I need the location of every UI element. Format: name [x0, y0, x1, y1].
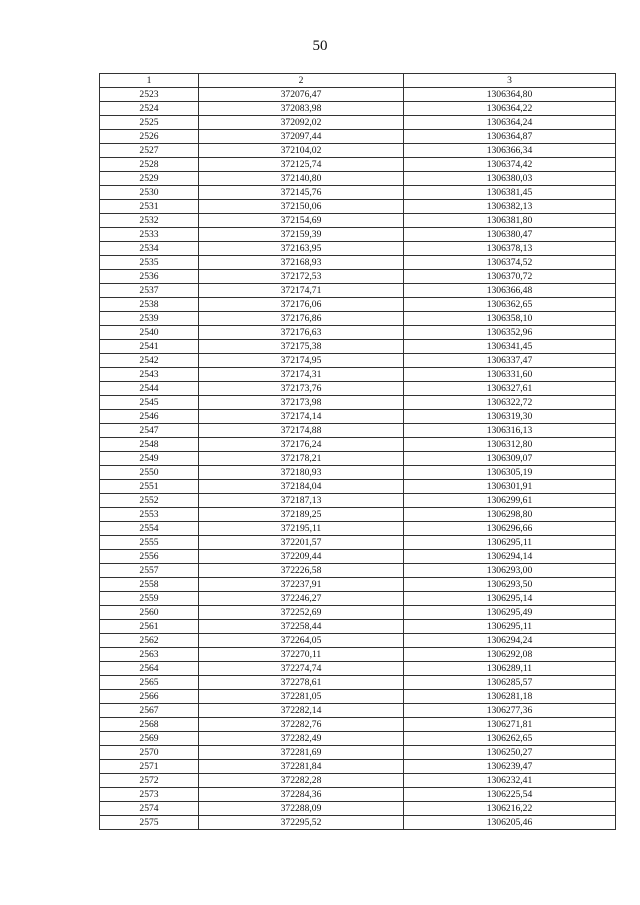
table-row — [100, 550, 616, 564]
x-coordinate-cell: 372270,11 — [199, 648, 404, 662]
x-coordinate-cell: 372174,88 — [199, 424, 404, 438]
y-coordinate-cell: 1306341,45 — [404, 340, 616, 354]
table-row — [100, 522, 616, 536]
point-number-cell: 2527 — [100, 144, 199, 158]
y-coordinate-cell: 1306380,47 — [404, 228, 616, 242]
point-number-cell: 2561 — [100, 620, 199, 634]
y-coordinate-cell: 1306305,19 — [404, 466, 616, 480]
y-coordinate-cell: 1306374,52 — [404, 256, 616, 270]
point-number-cell: 2530 — [100, 186, 199, 200]
point-number-cell: 2526 — [100, 130, 199, 144]
y-coordinate-cell: 1306374,42 — [404, 158, 616, 172]
point-number-cell: 2572 — [100, 774, 199, 788]
table-row — [100, 732, 616, 746]
table-row — [100, 410, 616, 424]
x-coordinate-cell: 372195,11 — [199, 522, 404, 536]
x-coordinate-cell: 372173,76 — [199, 382, 404, 396]
table-row — [100, 662, 616, 676]
y-coordinate-cell: 1306262,65 — [404, 732, 616, 746]
y-coordinate-cell: 1306362,65 — [404, 298, 616, 312]
table-row — [100, 396, 616, 410]
table-row — [100, 368, 616, 382]
point-number-cell: 2550 — [100, 466, 199, 480]
x-coordinate-cell: 372184,04 — [199, 480, 404, 494]
x-coordinate-cell: 372264,05 — [199, 634, 404, 648]
y-coordinate-cell: 1306216,22 — [404, 802, 616, 816]
point-number-cell: 2541 — [100, 340, 199, 354]
x-coordinate-cell: 372140,80 — [199, 172, 404, 186]
table-row — [100, 382, 616, 396]
y-coordinate-cell: 1306294,14 — [404, 550, 616, 564]
table-row — [100, 172, 616, 186]
x-coordinate-cell: 372281,05 — [199, 690, 404, 704]
point-number-cell: 2567 — [100, 704, 199, 718]
y-coordinate-cell: 1306319,30 — [404, 410, 616, 424]
point-number-cell: 2570 — [100, 746, 199, 760]
x-coordinate-cell: 372281,84 — [199, 760, 404, 774]
table-row — [100, 606, 616, 620]
x-coordinate-cell: 372258,44 — [199, 620, 404, 634]
y-coordinate-cell: 1306381,45 — [404, 186, 616, 200]
table-row — [100, 242, 616, 256]
table-row — [100, 340, 616, 354]
table-row — [100, 144, 616, 158]
table-row — [100, 760, 616, 774]
point-number-cell: 2534 — [100, 242, 199, 256]
x-coordinate-cell: 372083,98 — [199, 102, 404, 116]
point-number-cell: 2547 — [100, 424, 199, 438]
point-number-cell: 2569 — [100, 732, 199, 746]
point-number-cell: 2574 — [100, 802, 199, 816]
x-coordinate-cell: 372176,06 — [199, 298, 404, 312]
point-number-cell: 2525 — [100, 116, 199, 130]
y-coordinate-cell: 1306250,27 — [404, 746, 616, 760]
y-coordinate-cell: 1306205,46 — [404, 816, 616, 830]
x-coordinate-cell: 372125,74 — [199, 158, 404, 172]
y-coordinate-cell: 1306292,08 — [404, 648, 616, 662]
table-row — [100, 312, 616, 326]
y-coordinate-cell: 1306380,03 — [404, 172, 616, 186]
table-row — [100, 564, 616, 578]
table-row — [100, 326, 616, 340]
column-header-2: 2 — [199, 74, 404, 88]
x-coordinate-cell: 372180,93 — [199, 466, 404, 480]
x-coordinate-cell: 372176,24 — [199, 438, 404, 452]
y-coordinate-cell: 1306301,91 — [404, 480, 616, 494]
x-coordinate-cell: 372159,39 — [199, 228, 404, 242]
point-number-cell: 2523 — [100, 88, 199, 102]
table-row — [100, 354, 616, 368]
table-row — [100, 466, 616, 480]
point-number-cell: 2544 — [100, 382, 199, 396]
point-number-cell: 2565 — [100, 676, 199, 690]
table-row — [100, 452, 616, 466]
x-coordinate-cell: 372176,63 — [199, 326, 404, 340]
y-coordinate-cell: 1306370,72 — [404, 270, 616, 284]
x-coordinate-cell: 372154,69 — [199, 214, 404, 228]
table-row — [100, 676, 616, 690]
point-number-cell: 2562 — [100, 634, 199, 648]
x-coordinate-cell: 372174,14 — [199, 410, 404, 424]
table-row — [100, 508, 616, 522]
x-coordinate-cell: 372288,09 — [199, 802, 404, 816]
x-coordinate-cell: 372187,13 — [199, 494, 404, 508]
x-coordinate-cell: 372282,49 — [199, 732, 404, 746]
point-number-cell: 2555 — [100, 536, 199, 550]
x-coordinate-cell: 372189,25 — [199, 508, 404, 522]
table-row — [100, 158, 616, 172]
y-coordinate-cell: 1306298,80 — [404, 508, 616, 522]
y-coordinate-cell: 1306294,24 — [404, 634, 616, 648]
table-row — [100, 718, 616, 732]
y-coordinate-cell: 1306285,57 — [404, 676, 616, 690]
table-row — [100, 200, 616, 214]
table-row — [100, 648, 616, 662]
y-coordinate-cell: 1306364,80 — [404, 88, 616, 102]
point-number-cell: 2545 — [100, 396, 199, 410]
y-coordinate-cell: 1306366,48 — [404, 284, 616, 298]
x-coordinate-cell: 372252,69 — [199, 606, 404, 620]
table-row — [100, 802, 616, 816]
table-row — [100, 746, 616, 760]
x-coordinate-cell: 372172,53 — [199, 270, 404, 284]
point-number-cell: 2573 — [100, 788, 199, 802]
point-number-cell: 2568 — [100, 718, 199, 732]
y-coordinate-cell: 1306295,11 — [404, 536, 616, 550]
point-number-cell: 2531 — [100, 200, 199, 214]
table-row — [100, 270, 616, 284]
y-coordinate-cell: 1306271,81 — [404, 718, 616, 732]
point-number-cell: 2566 — [100, 690, 199, 704]
x-coordinate-cell: 372201,57 — [199, 536, 404, 550]
x-coordinate-cell: 372104,02 — [199, 144, 404, 158]
table-row — [100, 284, 616, 298]
x-coordinate-cell: 372173,98 — [199, 396, 404, 410]
y-coordinate-cell: 1306364,24 — [404, 116, 616, 130]
table-row — [100, 480, 616, 494]
table-row — [100, 620, 616, 634]
point-number-cell: 2533 — [100, 228, 199, 242]
y-coordinate-cell: 1306295,14 — [404, 592, 616, 606]
x-coordinate-cell: 372178,21 — [199, 452, 404, 466]
coordinates-table — [99, 73, 616, 830]
point-number-cell: 2564 — [100, 662, 199, 676]
table-row — [100, 256, 616, 270]
y-coordinate-cell: 1306382,13 — [404, 200, 616, 214]
y-coordinate-cell: 1306352,96 — [404, 326, 616, 340]
y-coordinate-cell: 1306366,34 — [404, 144, 616, 158]
point-number-cell: 2563 — [100, 648, 199, 662]
y-coordinate-cell: 1306364,87 — [404, 130, 616, 144]
x-coordinate-cell: 372246,27 — [199, 592, 404, 606]
table-row — [100, 116, 616, 130]
y-coordinate-cell: 1306358,10 — [404, 312, 616, 326]
y-coordinate-cell: 1306316,13 — [404, 424, 616, 438]
y-coordinate-cell: 1306309,07 — [404, 452, 616, 466]
point-number-cell: 2557 — [100, 564, 199, 578]
table-row — [100, 214, 616, 228]
table-row — [100, 788, 616, 802]
point-number-cell: 2549 — [100, 452, 199, 466]
x-coordinate-cell: 372282,14 — [199, 704, 404, 718]
table-row — [100, 816, 616, 830]
table-row — [100, 704, 616, 718]
table-body — [100, 88, 616, 830]
y-coordinate-cell: 1306322,72 — [404, 396, 616, 410]
y-coordinate-cell: 1306239,47 — [404, 760, 616, 774]
table-row — [100, 578, 616, 592]
x-coordinate-cell: 372168,93 — [199, 256, 404, 270]
point-number-cell: 2556 — [100, 550, 199, 564]
point-number-cell: 2560 — [100, 606, 199, 620]
point-number-cell: 2537 — [100, 284, 199, 298]
x-coordinate-cell: 372145,76 — [199, 186, 404, 200]
table-row — [100, 102, 616, 116]
y-coordinate-cell: 1306293,00 — [404, 564, 616, 578]
y-coordinate-cell: 1306378,13 — [404, 242, 616, 256]
x-coordinate-cell: 372284,36 — [199, 788, 404, 802]
x-coordinate-cell: 372295,52 — [199, 816, 404, 830]
point-number-cell: 2575 — [100, 816, 199, 830]
x-coordinate-cell: 372150,06 — [199, 200, 404, 214]
x-coordinate-cell: 372163,95 — [199, 242, 404, 256]
y-coordinate-cell: 1306295,11 — [404, 620, 616, 634]
x-coordinate-cell: 372282,76 — [199, 718, 404, 732]
column-header-3: 3 — [404, 74, 616, 88]
y-coordinate-cell: 1306312,80 — [404, 438, 616, 452]
y-coordinate-cell: 1306277,36 — [404, 704, 616, 718]
y-coordinate-cell: 1306293,50 — [404, 578, 616, 592]
table-row — [100, 592, 616, 606]
x-coordinate-cell: 372097,44 — [199, 130, 404, 144]
y-coordinate-cell: 1306289,11 — [404, 662, 616, 676]
point-number-cell: 2542 — [100, 354, 199, 368]
y-coordinate-cell: 1306331,60 — [404, 368, 616, 382]
table-row — [100, 298, 616, 312]
y-coordinate-cell: 1306281,18 — [404, 690, 616, 704]
table-row — [100, 186, 616, 200]
point-number-cell: 2528 — [100, 158, 199, 172]
point-number-cell: 2539 — [100, 312, 199, 326]
x-coordinate-cell: 372237,91 — [199, 578, 404, 592]
table-row — [100, 536, 616, 550]
point-number-cell: 2552 — [100, 494, 199, 508]
x-coordinate-cell: 372209,44 — [199, 550, 404, 564]
point-number-cell: 2529 — [100, 172, 199, 186]
point-number-cell: 2554 — [100, 522, 199, 536]
table-row — [100, 494, 616, 508]
y-coordinate-cell: 1306364,22 — [404, 102, 616, 116]
x-coordinate-cell: 372282,28 — [199, 774, 404, 788]
x-coordinate-cell: 372278,61 — [199, 676, 404, 690]
point-number-cell: 2536 — [100, 270, 199, 284]
table-row — [100, 774, 616, 788]
table-row — [100, 690, 616, 704]
point-number-cell: 2538 — [100, 298, 199, 312]
y-coordinate-cell: 1306225,54 — [404, 788, 616, 802]
y-coordinate-cell: 1306327,61 — [404, 382, 616, 396]
point-number-cell: 2559 — [100, 592, 199, 606]
x-coordinate-cell: 372281,69 — [199, 746, 404, 760]
x-coordinate-cell: 372174,31 — [199, 368, 404, 382]
x-coordinate-cell: 372274,74 — [199, 662, 404, 676]
x-coordinate-cell: 372174,71 — [199, 284, 404, 298]
column-header-1: 1 — [100, 74, 199, 88]
x-coordinate-cell: 372226,58 — [199, 564, 404, 578]
point-number-cell: 2535 — [100, 256, 199, 270]
table-row — [100, 130, 616, 144]
x-coordinate-cell: 372175,38 — [199, 340, 404, 354]
table-row — [100, 634, 616, 648]
page-number: 50 — [312, 38, 328, 54]
x-coordinate-cell: 372174,95 — [199, 354, 404, 368]
y-coordinate-cell: 1306337,47 — [404, 354, 616, 368]
y-coordinate-cell: 1306299,61 — [404, 494, 616, 508]
table-row — [100, 424, 616, 438]
point-number-cell: 2558 — [100, 578, 199, 592]
point-number-cell: 2571 — [100, 760, 199, 774]
x-coordinate-cell: 372092,02 — [199, 116, 404, 130]
point-number-cell: 2551 — [100, 480, 199, 494]
x-coordinate-cell: 372176,86 — [199, 312, 404, 326]
y-coordinate-cell: 1306232,41 — [404, 774, 616, 788]
point-number-cell: 2532 — [100, 214, 199, 228]
y-coordinate-cell: 1306381,80 — [404, 214, 616, 228]
table-row — [100, 228, 616, 242]
point-number-cell: 2548 — [100, 438, 199, 452]
y-coordinate-cell: 1306295,49 — [404, 606, 616, 620]
point-number-cell: 2543 — [100, 368, 199, 382]
point-number-cell: 2546 — [100, 410, 199, 424]
table-header-row — [100, 74, 616, 88]
point-number-cell: 2524 — [100, 102, 199, 116]
y-coordinate-cell: 1306296,66 — [404, 522, 616, 536]
x-coordinate-cell: 372076,47 — [199, 88, 404, 102]
point-number-cell: 2540 — [100, 326, 199, 340]
table-row — [100, 88, 616, 102]
table-row — [100, 438, 616, 452]
point-number-cell: 2553 — [100, 508, 199, 522]
